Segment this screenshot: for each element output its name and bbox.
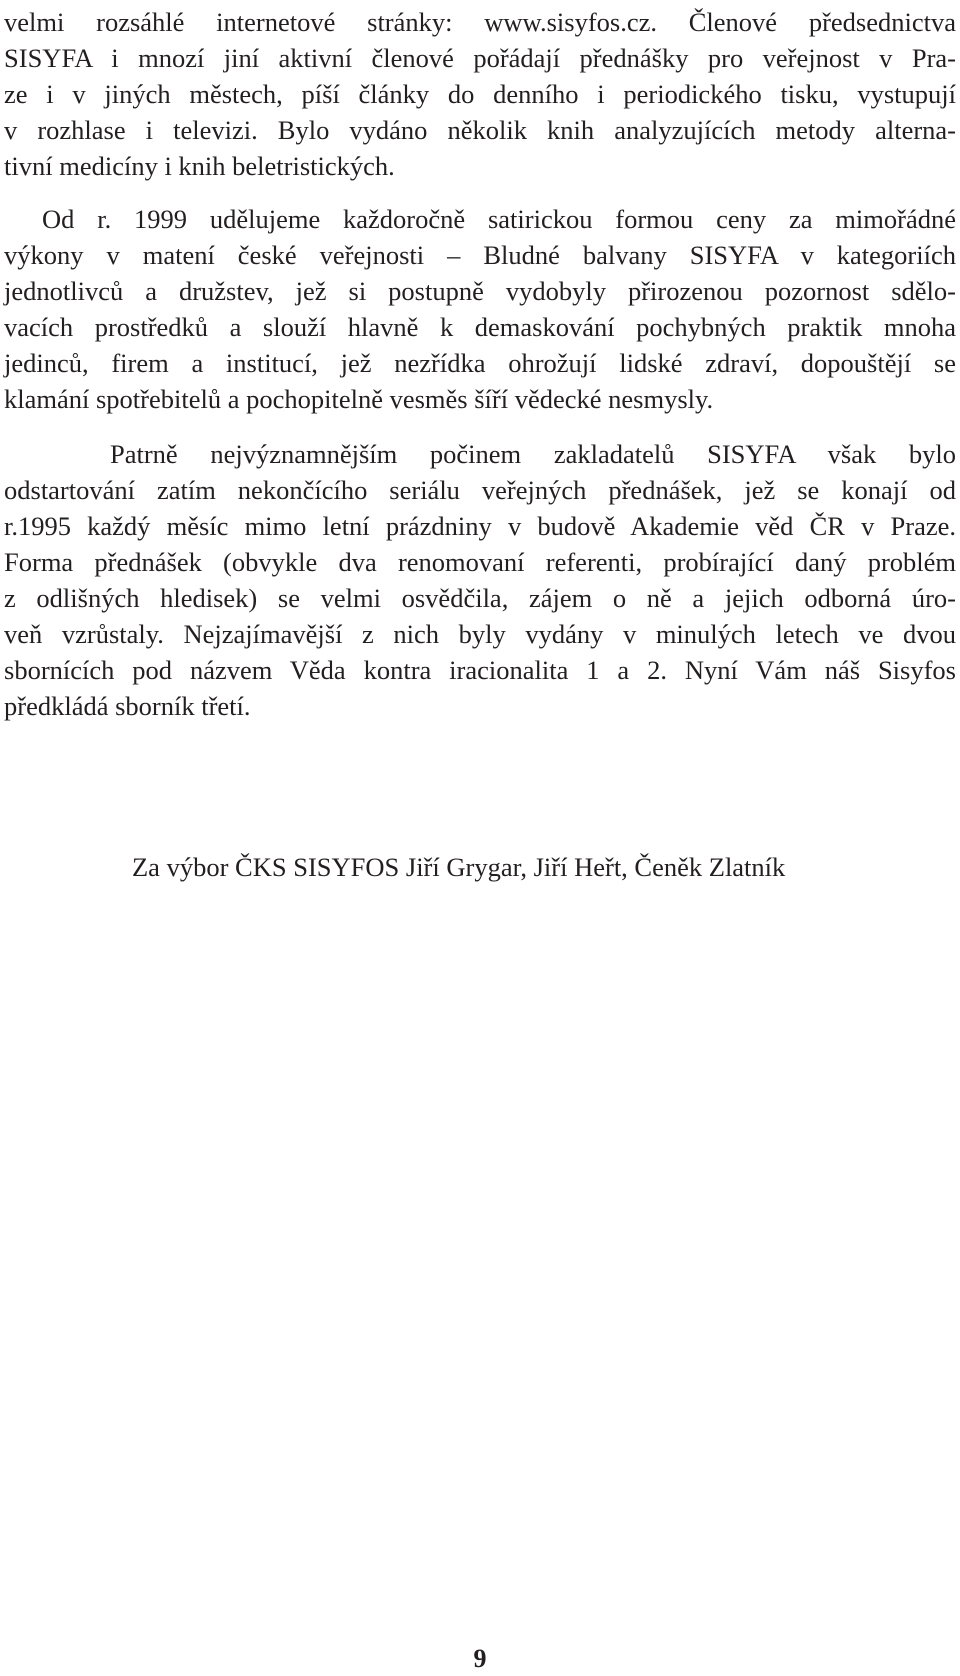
text-line: výkony v matení české veřejnosti – Bludné balvany SISYFA v kategoriích	[4, 240, 956, 270]
text-line: Patrně nejvýznamnějším počinem zakladatelů SISYFA však bylo	[110, 439, 956, 469]
text-line: sbornících pod názvem Věda kontra iracionalita 1 a 2. Nyní Vám náš Sisyfos	[4, 655, 956, 685]
text-line: odstartování zatím nekončícího seriálu veřejných přednášek, jež se konají od	[4, 475, 956, 505]
paragraph-2	[4, 201, 956, 417]
paragraph-1	[4, 4, 956, 184]
paragraph-3	[4, 436, 956, 724]
text-line: jednotlivců a družstev, jež si postupně vydobyly přirozenou pozornost sdělo-	[4, 276, 956, 306]
signature: Za výbor ČKS SISYFOS Jiří Grygar, Jiří Heřt, Čeněk Zlatník	[132, 852, 786, 882]
text-line: z odlišných hledisek) se velmi osvědčila, zájem o ně a jejich odborná úro-	[4, 583, 956, 613]
text-line: tivní medicíny i knih beletristických.	[4, 151, 395, 181]
text-line: ze i v jiných městech, píší články do denního i periodického tisku, vystupují	[4, 79, 956, 109]
text-line: SISYFA i mnozí jiní aktivní členové pořádají přednášky pro veřejnost v Pra-	[4, 43, 956, 73]
text-line: v rozhlase i televizi. Bylo vydáno několik knih analyzujících metody alterna-	[4, 115, 956, 145]
text-line: Od r. 1999 udělujeme každoročně satirickou formou ceny za mimořádné	[42, 204, 956, 234]
text-line: vacích prostředků a slouží hlavně k demaskování pochybných praktik mnoha	[4, 312, 956, 342]
text-line: jedinců, firem a institucí, jež nezřídka ohrožují lidské zdraví, dopouštějí se	[4, 348, 956, 378]
text-line: předkládá sborník třetí.	[4, 691, 251, 721]
text-line: velmi rozsáhlé internetové stránky: www.sisyfos.cz. Členové předsednictva	[4, 7, 956, 37]
text-line: Forma přednášek (obvykle dva renomovaní referenti, probírající daný problém	[4, 547, 956, 577]
page-number: 9	[473, 1644, 487, 1673]
text-line: klamání spotřebitelů a pochopitelně vesměs šíří vědecké nesmysly.	[4, 384, 714, 414]
text-line: veň vzrůstaly. Nejzajímavější z nich byly vydány v minulých letech ve dvou	[4, 619, 956, 649]
text-line: r.1995 každý měsíc mimo letní prázdniny v budově Akademie věd ČR v Praze.	[4, 511, 956, 541]
